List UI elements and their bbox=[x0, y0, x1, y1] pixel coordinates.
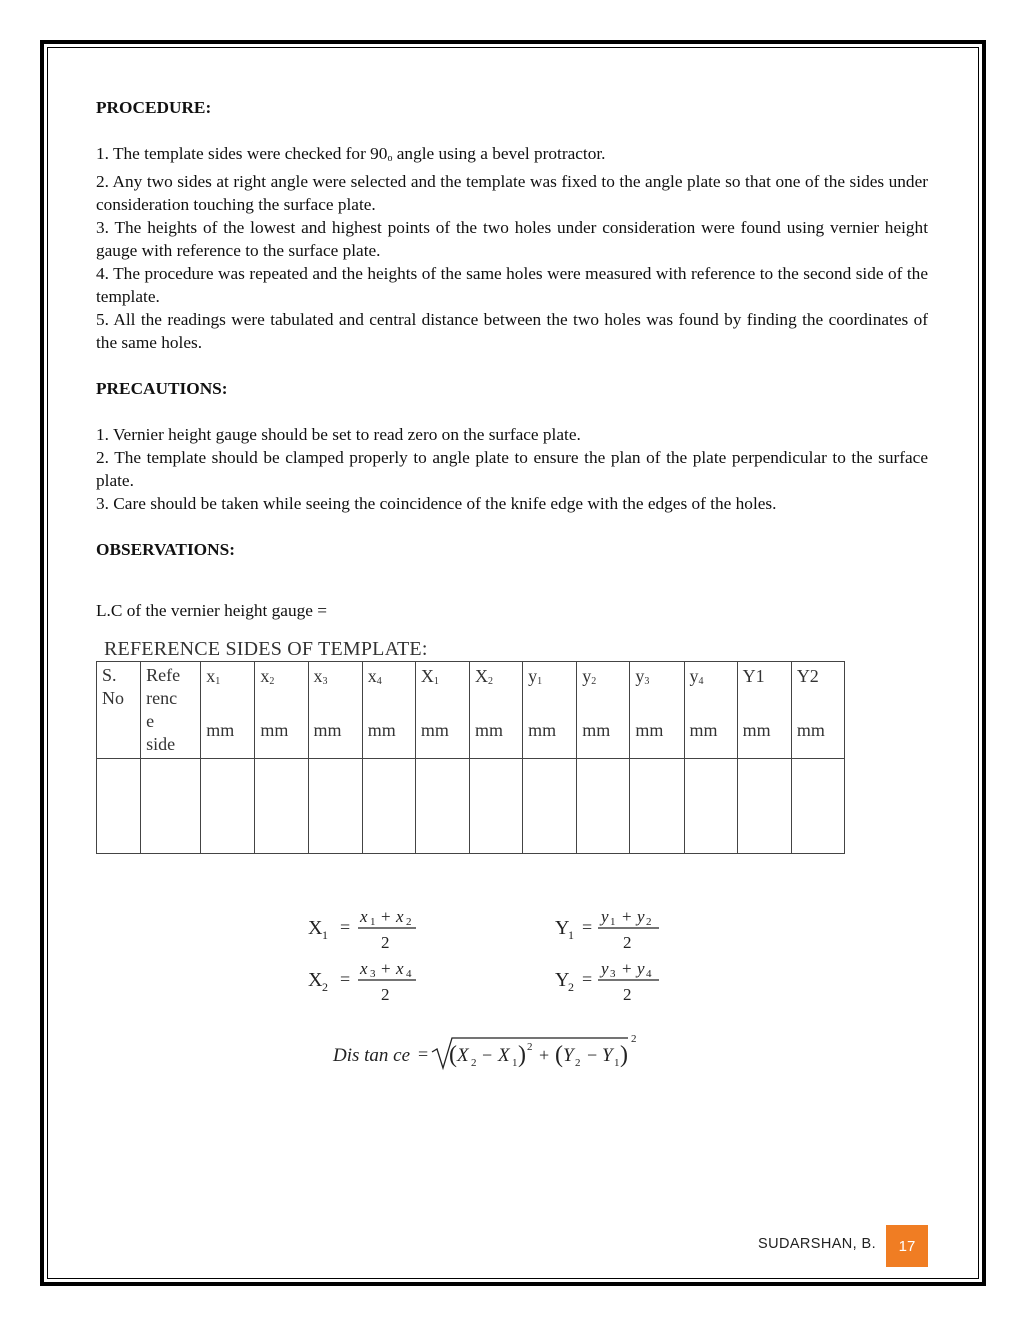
header-X1: $X_1$ mm bbox=[415, 662, 469, 759]
svg-text:2: 2 bbox=[631, 1033, 637, 1045]
svg-text:(: ( bbox=[555, 1042, 563, 1068]
procedure-step-3: 3. The heights of the lowest and highest points of the two holes under consideration were found using vernier height gauge with reference to the surface plate. bbox=[96, 218, 928, 260]
svg-text:x: x bbox=[360, 907, 368, 926]
svg-text:): ) bbox=[620, 1042, 628, 1068]
svg-text:1: 1 bbox=[370, 916, 376, 928]
header-x4: $x_4$ mm bbox=[362, 662, 415, 759]
svg-text:2: 2 bbox=[406, 916, 412, 928]
svg-text:X: X bbox=[457, 1045, 469, 1066]
svg-text:+: + bbox=[381, 907, 391, 926]
svg-text:+: + bbox=[381, 959, 391, 978]
header-x3: $x_3$ mm bbox=[308, 662, 362, 759]
svg-text:−: − bbox=[587, 1045, 598, 1065]
table-cell bbox=[791, 759, 844, 854]
svg-text:(: ( bbox=[449, 1042, 457, 1068]
precaution-3: 3. Care should be taken while seeing the coincidence of the knife edge with the edges of the holes. bbox=[96, 494, 777, 513]
svg-text:2: 2 bbox=[568, 980, 574, 994]
header-y1: $y_1$ mm bbox=[523, 662, 577, 759]
header-y2: $y_2$ mm bbox=[577, 662, 630, 759]
header-reference-side: Refe renc e side bbox=[141, 662, 201, 759]
svg-text:2: 2 bbox=[322, 980, 328, 994]
page-number: 17 bbox=[898, 1237, 916, 1255]
precaution-1: 1. Vernier height gauge should be set to read zero on the surface plate. bbox=[96, 425, 581, 444]
svg-text:x: x bbox=[396, 959, 404, 978]
header-y3: $y_3$ mm bbox=[630, 662, 684, 759]
table-cell bbox=[255, 759, 308, 854]
table-cell bbox=[630, 759, 684, 854]
table-title: REFERENCE SIDES OF TEMPLATE: bbox=[104, 638, 428, 660]
table-cell bbox=[577, 759, 630, 854]
svg-text:Y: Y bbox=[563, 1045, 574, 1066]
svg-text:1: 1 bbox=[610, 916, 616, 928]
svg-text:4: 4 bbox=[406, 968, 412, 980]
table-cell bbox=[141, 759, 201, 854]
svg-text:x: x bbox=[396, 907, 404, 926]
header-X2: $X_2$ mm bbox=[469, 662, 522, 759]
page-number-badge bbox=[886, 1225, 928, 1267]
svg-text:3: 3 bbox=[610, 968, 616, 980]
header-x1: $x_1$ mm bbox=[201, 662, 255, 759]
svg-text:y: y bbox=[637, 907, 645, 926]
svg-text:2: 2 bbox=[527, 1041, 533, 1053]
procedure-step-2: 2. Any two sides at right angle were selected and the template was fixed to the angle plate so that one of the sides under consideration touching the surface plate. bbox=[96, 172, 928, 214]
header-Y1: Y1 mm bbox=[737, 662, 791, 759]
observation-table bbox=[96, 661, 845, 854]
svg-text:1: 1 bbox=[512, 1057, 518, 1069]
footer-author: SUDARSHAN, B. bbox=[758, 1236, 876, 1252]
table-cell bbox=[469, 759, 522, 854]
svg-text:2: 2 bbox=[623, 933, 632, 952]
table-cell bbox=[523, 759, 577, 854]
precautions-heading: PRECAUTIONS: bbox=[96, 379, 228, 398]
svg-text:2: 2 bbox=[646, 916, 652, 928]
procedure-step-5: 5. All the readings were tabulated and central distance between the two holes was found by finding the coordinates of the same holes. bbox=[96, 310, 928, 352]
table-cell bbox=[415, 759, 469, 854]
header-sno: S. No bbox=[97, 662, 141, 759]
svg-text:+: + bbox=[622, 907, 632, 926]
svg-text:4: 4 bbox=[646, 968, 652, 980]
header-x2: $x_2$ mm bbox=[255, 662, 308, 759]
table-row bbox=[97, 759, 845, 854]
least-count-line: L.C of the vernier height gauge = bbox=[96, 601, 327, 620]
svg-text:=: = bbox=[340, 969, 351, 989]
svg-text:y: y bbox=[601, 907, 609, 926]
svg-text:+: + bbox=[539, 1045, 550, 1065]
page-content bbox=[96, 96, 928, 561]
svg-text:X: X bbox=[498, 1045, 510, 1066]
svg-text:1: 1 bbox=[614, 1057, 620, 1069]
table-cell bbox=[737, 759, 791, 854]
table-cell bbox=[308, 759, 362, 854]
svg-text:=: = bbox=[418, 1044, 429, 1064]
svg-text:x: x bbox=[360, 959, 368, 978]
observations-heading: OBSERVATIONS: bbox=[96, 540, 235, 559]
svg-text:2: 2 bbox=[381, 985, 390, 1004]
svg-text:2: 2 bbox=[381, 933, 390, 952]
table-cell bbox=[97, 759, 141, 854]
svg-text:Y: Y bbox=[602, 1045, 613, 1066]
procedure-step-4: 4. The procedure was repeated and the heights of the same holes were measured with reference to the second side of the template. bbox=[96, 264, 928, 306]
procedure-heading: PROCEDURE: bbox=[96, 98, 212, 117]
svg-text:=: = bbox=[582, 969, 593, 989]
svg-text:1: 1 bbox=[322, 928, 328, 942]
svg-text:Y: Y bbox=[555, 969, 570, 991]
header-Y2: Y2 mm bbox=[791, 662, 844, 759]
svg-text:X: X bbox=[308, 917, 323, 939]
svg-text:=: = bbox=[340, 917, 351, 937]
table-header-row bbox=[97, 662, 845, 759]
svg-text:Dis tan ce: Dis tan ce bbox=[333, 1045, 411, 1066]
svg-text:): ) bbox=[518, 1042, 526, 1068]
svg-text:−: − bbox=[482, 1045, 493, 1065]
svg-text:+: + bbox=[622, 959, 632, 978]
table-cell bbox=[362, 759, 415, 854]
svg-text:y: y bbox=[637, 959, 645, 978]
svg-text:X: X bbox=[308, 969, 323, 991]
svg-text:Y: Y bbox=[555, 917, 570, 939]
header-y4: $y_4$ mm bbox=[684, 662, 737, 759]
svg-text:2: 2 bbox=[575, 1057, 581, 1069]
svg-text:2: 2 bbox=[471, 1057, 477, 1069]
svg-text:3: 3 bbox=[370, 968, 376, 980]
svg-text:2: 2 bbox=[623, 985, 632, 1004]
table-cell bbox=[684, 759, 737, 854]
svg-text:1: 1 bbox=[568, 928, 574, 942]
svg-text:=: = bbox=[582, 917, 593, 937]
table-cell bbox=[201, 759, 255, 854]
precaution-2: 2. The template should be clamped properly to angle plate to ensure the plan of the plate perpendicular to the surface plate. bbox=[96, 448, 928, 490]
procedure-step-1: 1. The template sides were checked for $90_o$ angle using a bevel protractor. bbox=[96, 144, 606, 164]
svg-text:y: y bbox=[601, 959, 609, 978]
